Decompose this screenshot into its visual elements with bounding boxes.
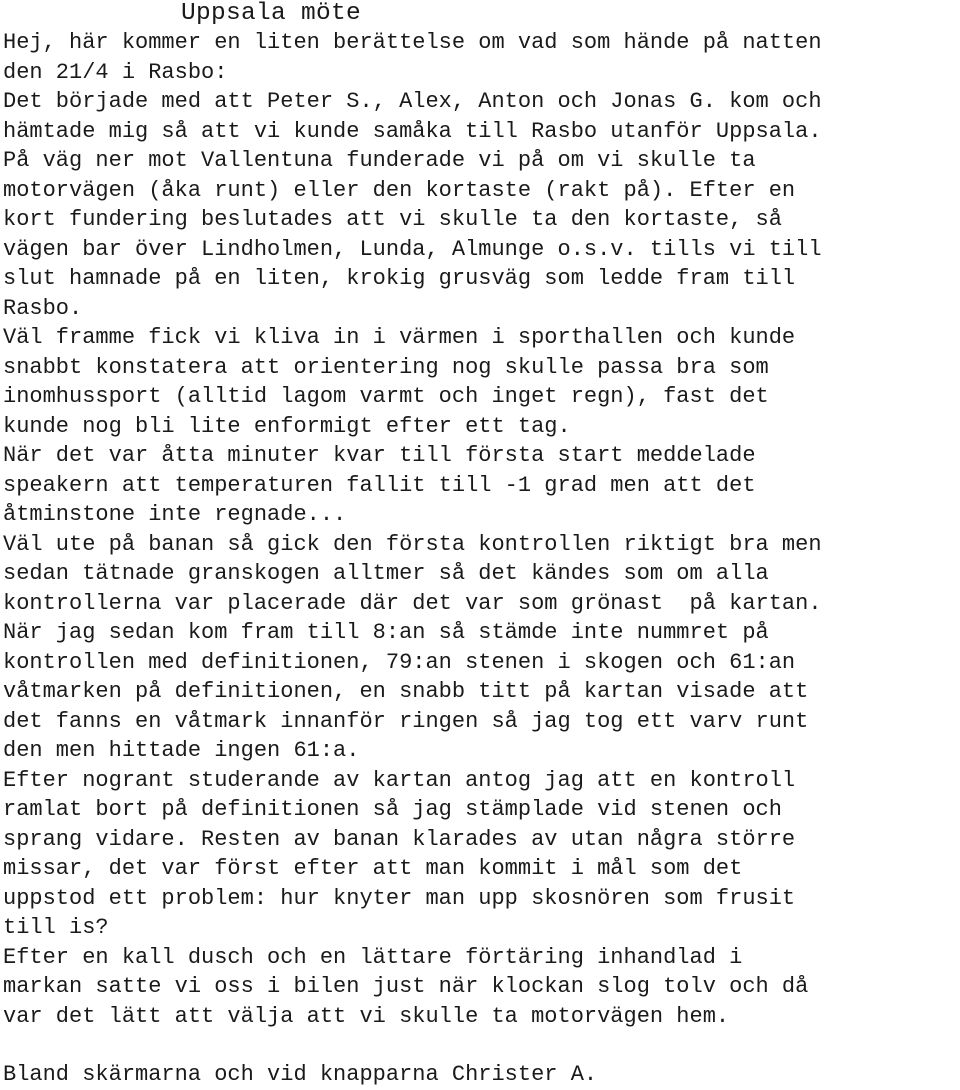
text-line: På väg ner mot Vallentuna funderade vi på om vi skulle ta — [3, 148, 756, 173]
text-line: sprang vidare. Resten av banan klarades av utan några större — [3, 826, 796, 852]
text-line: ramlat bort på definitionen så jag stämplade vid stenen och — [3, 797, 782, 822]
text-line: snabbt konstatera att orientering nog skulle passa bra som — [3, 354, 769, 380]
text-line: det fanns en våtmark innanför ringen så jag tog ett varv runt — [3, 708, 809, 734]
text-line: kontrollerna var placerade där det var som grönast på kartan. — [3, 590, 822, 616]
text-line: kunde nog bli lite enformigt efter ett tag. — [3, 413, 571, 439]
text-line: var det lätt att välja att vi skulle ta motorvägen hem. — [3, 1003, 730, 1029]
document-title: Uppsala möte — [181, 0, 362, 27]
text-line: slut hamnade på en liten, krokig grusväg som ledde fram till — [3, 266, 796, 291]
text-line: hämtade mig så att vi kunde samåka till Rasbo utanför Uppsala. — [3, 118, 822, 144]
text-line: den men hittade ingen 61:a. — [3, 738, 360, 763]
text-line: När jag sedan kom fram till 8:an så stämde inte nummret på — [3, 620, 769, 645]
signature-line: Bland skärmarna och vid knapparna Christer A. — [3, 1062, 598, 1087]
text-line: Det började med att Peter S., Alex, Anton och Jonas G. kom och — [3, 89, 822, 114]
text-line: den 21/4 i Rasbo: — [3, 59, 228, 85]
text-line: speakern att temperaturen fallit till -1 grad men att det — [3, 472, 756, 498]
text-line: kort fundering beslutades att vi skulle ta den kortaste, så — [3, 207, 782, 232]
text-line: Hej, här kommer en liten berättelse om vad som hände på natten — [3, 30, 822, 55]
text-line: Väl ute på banan så gick den första kontrollen riktigt bra men — [3, 531, 822, 557]
text-line: Efter en kall dusch och en lättare förtäring inhandlad i — [3, 944, 743, 970]
text-line: markan satte vi oss i bilen just när klockan slog tolv och då — [3, 974, 809, 999]
text-line: När det var åtta minuter kvar till första start meddelade — [3, 443, 756, 468]
text-line: våtmarken på definitionen, en snabb titt på kartan visade att — [3, 679, 809, 704]
text-line: uppstod ett problem: hur knyter man upp skosnören som frusit — [3, 885, 796, 911]
document-body — [3, 0, 959, 1090]
text-line: inomhussport (alltid lagom varmt och inget regn), fast det — [3, 384, 769, 409]
text-line: missar, det var först efter att man kommit i mål som det — [3, 856, 743, 881]
text-line: åtminstone inte regnade... — [3, 502, 347, 527]
text-line: Väl framme fick vi kliva in i värmen i sporthallen och kunde — [3, 325, 796, 350]
text-line: vägen bar över Lindholmen, Lunda, Almunge o.s.v. tills vi till — [3, 236, 822, 262]
text-line: Efter nogrant studerande av kartan antog jag att en kontroll — [3, 767, 796, 793]
text-line: kontrollen med definitionen, 79:an stenen i skogen och 61:an — [3, 649, 796, 675]
text-line: Rasbo. — [3, 295, 83, 321]
text-line: motorvägen (åka runt) eller den kortaste (rakt på). Efter en — [3, 177, 796, 203]
paragraph-gap — [3, 1031, 959, 1060]
text-line: sedan tätnade granskogen alltmer så det kändes som om alla — [3, 561, 769, 586]
text-line: till is? — [3, 915, 109, 940]
